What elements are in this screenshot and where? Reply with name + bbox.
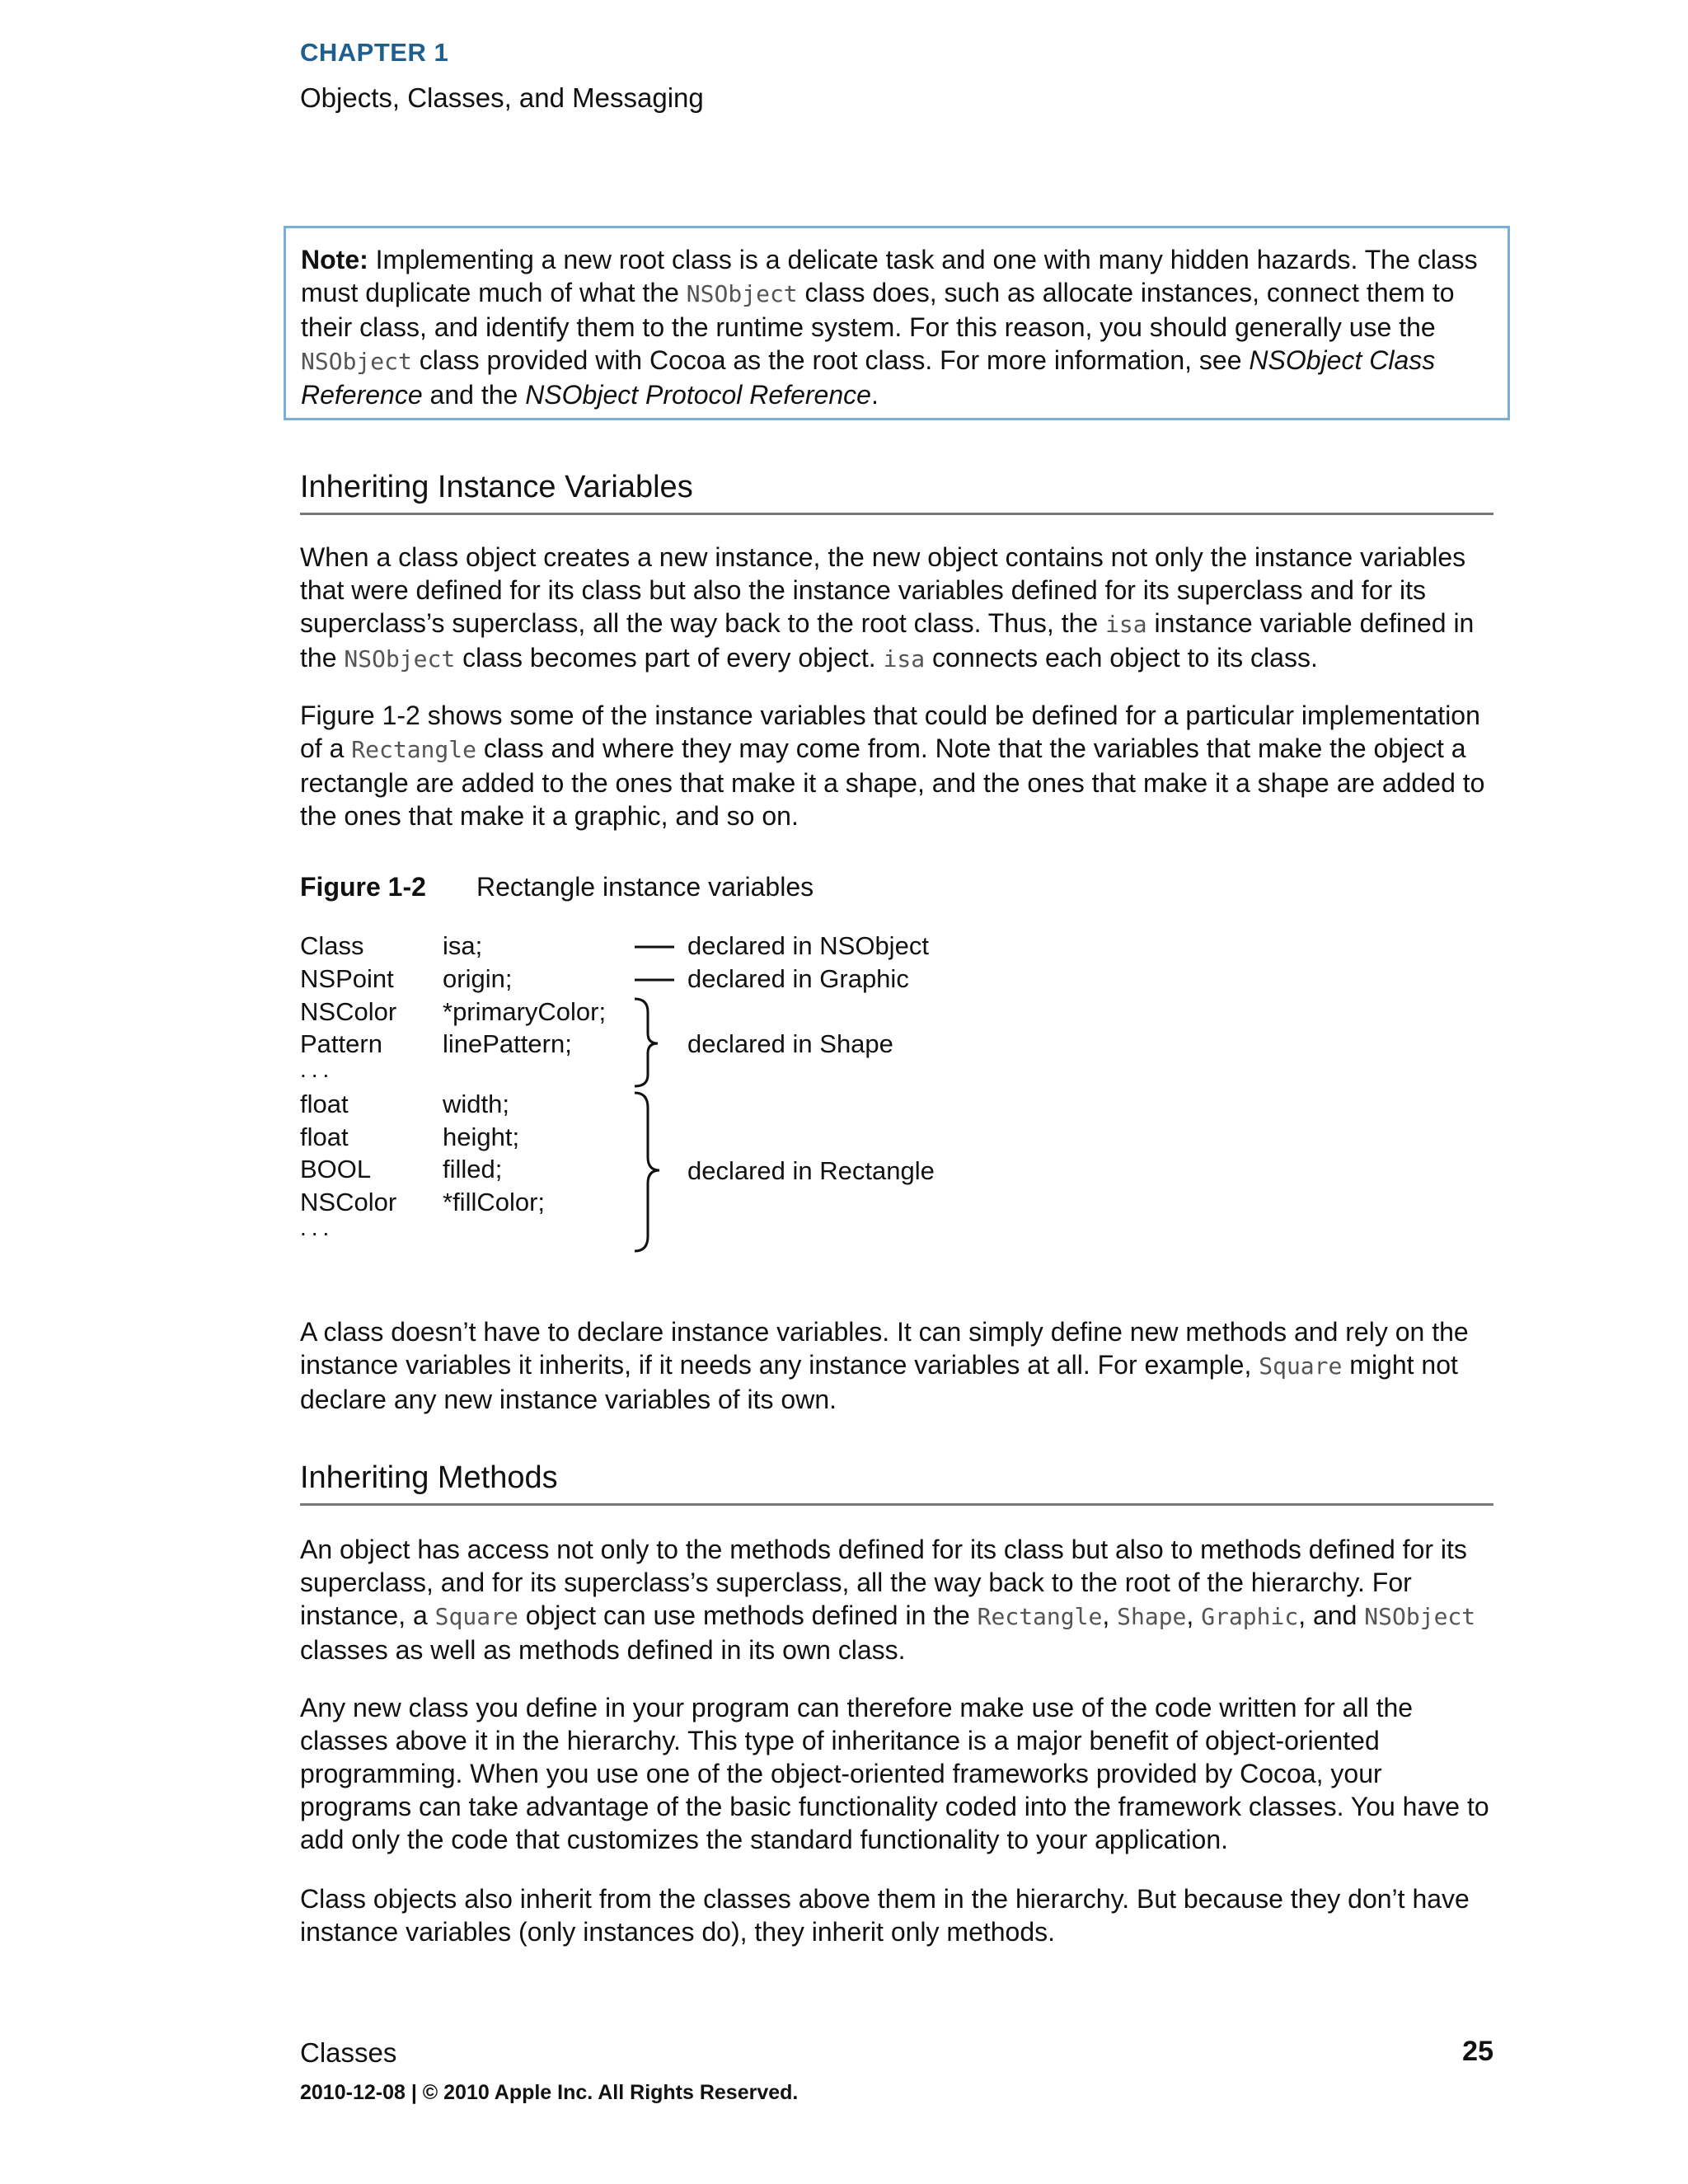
figure-type-bool: BOOL [300, 1155, 372, 1183]
p-text: instance variable defined in the [300, 608, 1475, 673]
code-square: Square [434, 1603, 518, 1630]
figure-var-filled: filled; [443, 1155, 503, 1183]
p-text: connects each object to its class. [925, 643, 1318, 673]
footer-copyright: 2010-12-08 | © 2010 Apple Inc. All Rights Reserved. [300, 2081, 799, 2104]
paragraph-methods-access [300, 1533, 1495, 1666]
code-rectangle: Rectangle [351, 736, 476, 763]
figure-type-float: float [300, 1090, 349, 1118]
code-isa: isa [1105, 611, 1147, 638]
figure-type-nspoint: NSPoint [300, 964, 394, 993]
paragraph-inheritance-benefit: Any new class you define in your program can therefore make use of the code written for all the classes above it in the hierarchy. This type of inheritance is a major benefit of object-oriented programming. When you use one of the object-oriented frameworks provided by Cocoa, your programs can take advantage of the basic functionality coded into the framework classes. You have to add only the code that customizes the standard functionality to your application. [300, 1693, 1489, 1854]
p-text: Figure 1-2 shows some of the instance variables that could be defined for a particular implementation of a [300, 701, 1480, 763]
paragraph-figure-intro [300, 699, 1495, 832]
section-rule [300, 513, 1493, 515]
note-code-nsobject-2: NSObject [301, 348, 412, 375]
declared-in-rectangle: declared in Rectangle [687, 1156, 935, 1185]
p-text: An object has access not only to the methods defined for its class but also to methods defined for its superclass, and for its superclass’s superclass, all the way back to the root of the hierarchy. For instance, a [300, 1535, 1467, 1630]
figure-type-pattern: Pattern [300, 1029, 382, 1058]
figure-type-float: float [300, 1122, 349, 1151]
figure-var-fillcolor: *fillColor; [443, 1188, 546, 1216]
code-rectangle: Rectangle [977, 1603, 1103, 1630]
p-text: A class doesn’t have to declare instance variables. It can simply define new methods and rely on the instance variables it inherits, if it needs any instance variables at all. For example, [300, 1317, 1469, 1380]
figure-ellipsis: ... [300, 1215, 335, 1240]
figure-type-nscolor: NSColor [300, 997, 397, 1026]
figure-var-primarycolor: *primaryColor; [443, 997, 607, 1026]
chapter-label: CHAPTER 1 [300, 38, 449, 67]
figure-var-isa: isa; [443, 931, 483, 960]
section-heading-instance-variables: Inheriting Instance Variables [300, 470, 693, 504]
figure-ellipsis: ... [300, 1057, 335, 1082]
code-nsobject: NSObject [1364, 1603, 1476, 1630]
figure-type-nscolor: NSColor [300, 1188, 397, 1216]
note-text-1: Implementing a new root class is a delicate task and one with many hidden hazards. The class must duplicate much of what the [301, 245, 1478, 307]
note-ref-protocol-reference[interactable]: NSObject Protocol Reference [525, 380, 871, 410]
figure-type-class: Class [300, 931, 364, 960]
paragraph-class-objects: Class objects also inherit from the classes above them in the hierarchy. But because they don’t have instance variables (only instances do), they inherit only methods. [300, 1884, 1470, 1947]
figure-var-width: width; [443, 1090, 509, 1118]
note-lead: Note: [301, 245, 368, 274]
section-rule [300, 1503, 1493, 1506]
p-text: , [1102, 1601, 1118, 1630]
p-text: class and where they may come from. Note that the variables that make the object a rectangle are added to the ones that make it a shape, and the ones that make it a shape are added to the ones that make it a graphic, and so on. [300, 733, 1485, 831]
brace-rectangle-icon [635, 1093, 659, 1251]
footer-section-name: Classes [300, 2037, 397, 2068]
p-text: , [1186, 1601, 1202, 1630]
p-text: object can use methods defined in the [518, 1601, 978, 1630]
page-number: 25 [1462, 2036, 1493, 2067]
code-isa: isa [883, 645, 926, 673]
note-text-2: class does, such as allocate instances, connect them to their class, and identify them to the runtime system. For this reason, you should generally use the [301, 278, 1455, 342]
declared-in-shape: declared in Shape [687, 1029, 893, 1058]
code-square: Square [1259, 1352, 1343, 1380]
declared-in-nsobject: declared in NSObject [687, 931, 929, 960]
p-text: might not declare any new instance variables of its own. [300, 1350, 1458, 1414]
note-code-nsobject-1: NSObject [686, 280, 798, 307]
paragraph-instance-creation [300, 541, 1495, 676]
paragraph-no-declare [300, 1315, 1495, 1416]
code-nsobject: NSObject [344, 645, 456, 673]
chapter-title: Objects, Classes, and Messaging [300, 82, 704, 113]
figure-caption: Rectangle instance variables [476, 872, 814, 902]
note-text-4: and the [422, 380, 526, 410]
code-graphic: Graphic [1201, 1603, 1299, 1630]
figure-label: Figure 1-2 [300, 872, 426, 902]
declared-in-graphic: declared in Graphic [687, 964, 909, 993]
note-box [284, 226, 1510, 420]
note-text-5: . [870, 380, 879, 410]
p-text: classes as well as methods defined in its own class. [300, 1635, 906, 1665]
figure-var-height: height; [443, 1122, 520, 1151]
p-text: class becomes part of every object. [455, 643, 884, 673]
figure-var-origin: origin; [443, 964, 513, 993]
section-heading-inheriting-methods: Inheriting Methods [300, 1460, 558, 1495]
brace-shape-icon [635, 999, 658, 1086]
note-text-3: class provided with Cocoa as the root class. For more information, see [411, 345, 1250, 375]
note-ref-class-reference[interactable]: NSObject Class Reference [301, 345, 1436, 410]
note-text [301, 243, 1491, 411]
p-text: When a class object creates a new instance, the new object contains not only the instance variables that were defined for its class but also the instance variables defined for its superclass and for its superclass’s superclass, all the way back to the root class. Thus, the [300, 542, 1466, 638]
p-text: , and [1298, 1601, 1365, 1630]
code-shape: Shape [1117, 1603, 1187, 1630]
figure-var-linepattern: linePattern; [443, 1029, 572, 1058]
